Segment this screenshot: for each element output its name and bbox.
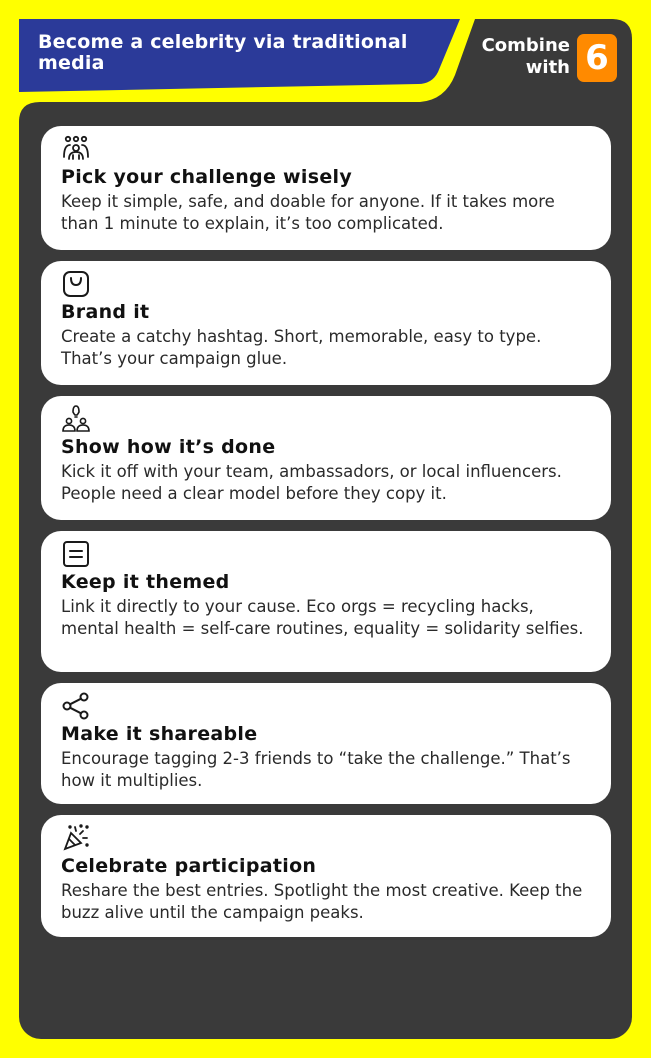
shopping-bag-icon [61, 269, 91, 299]
tip-description: Encourage tagging 2-3 friends to “take the challenge.” That’s how it multiplies. [61, 749, 571, 790]
combine-label [482, 35, 570, 79]
tip-card-6 [41, 815, 611, 937]
tip-card-5 [41, 683, 611, 804]
tip-card-4 [41, 531, 611, 672]
page-title: Become a celebrity via traditional media [38, 31, 408, 74]
party-popper-icon [61, 823, 91, 853]
tip-card-3 [41, 396, 611, 520]
tip-description: Reshare the best entries. Spotlight the most creative. Keep the buzz alive until the campaign peaks. [61, 881, 583, 922]
combine-tag [470, 32, 620, 84]
tip-description: Kick it off with your team, ambassadors, or local influencers. People need a clear model before they copy it. [61, 462, 562, 503]
tip-title: Celebrate participation [61, 855, 317, 877]
people-group-icon [61, 134, 91, 164]
tip-title: Brand it [61, 301, 150, 323]
combine-number-badge: 6 [577, 34, 617, 82]
combine-label-line2: with [525, 57, 570, 78]
tip-title: Pick your challenge wisely [61, 166, 353, 188]
share-icon [61, 691, 91, 721]
document-icon [61, 539, 91, 569]
tip-description: Create a catchy hashtag. Short, memorable, easy to type. That’s your campaign glue. [61, 327, 542, 368]
tip-title: Keep it themed [61, 571, 230, 593]
team-lightbulb-icon [61, 404, 91, 434]
tip-card-1 [41, 126, 611, 250]
tip-title: Show how it’s done [61, 436, 276, 458]
tip-description: Link it directly to your cause. Eco orgs = recycling hacks, mental health = self-care routines, equality = solidarity selfies. [61, 597, 584, 638]
tip-title: Make it shareable [61, 723, 258, 745]
tip-description: Keep it simple, safe, and doable for anyone. If it takes more than 1 minute to explain, it’s too complicated. [61, 192, 555, 233]
tip-card-2 [41, 261, 611, 385]
combine-label-line1: Combine [481, 35, 570, 56]
